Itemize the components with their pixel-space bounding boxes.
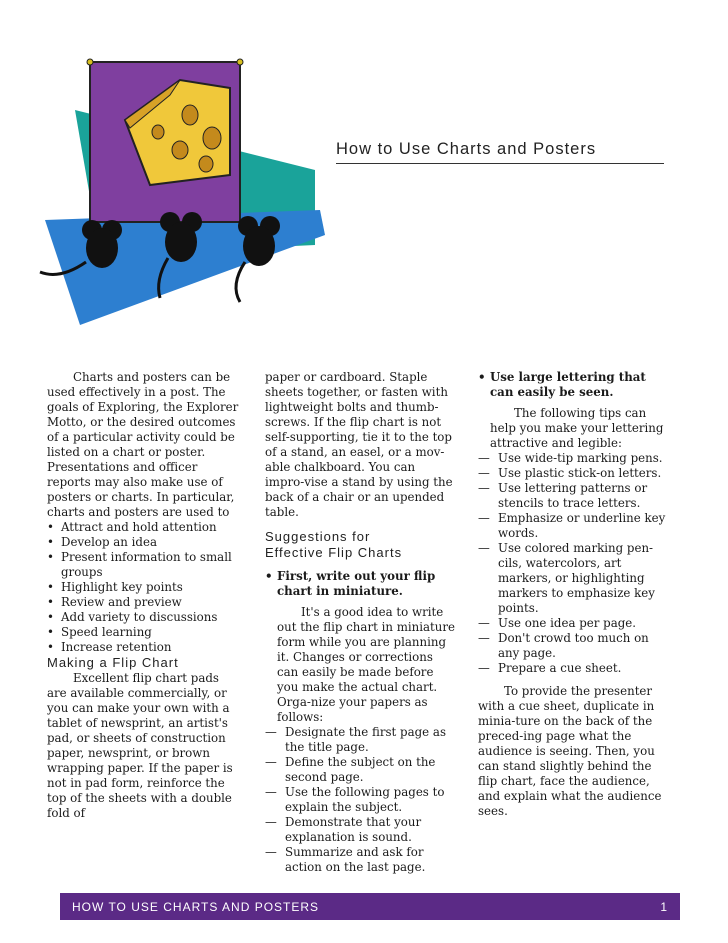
- page-number: 1: [660, 900, 668, 914]
- lettering-paragraph: The following tips can help you make your lettering attractive and legible:: [490, 406, 664, 450]
- intro-paragraph: Charts and posters can be used effectively in a post. The goals of Exploring, the Explorer Motto, or the desired outcomes of a particular activity could be listed on a chart or poster. Presentations and officer reports may also make use of posters or charts. In particular, charts and posters are used to: [47, 370, 239, 519]
- list-item: • Highlight key points: [47, 580, 183, 594]
- miniature-paragraph: It's a good idea to write out the flip chart in miniature form while you are planning it. Changes or corrections can easily be made before you make the actual chart. Orga-nize your papers as follows:: [277, 605, 456, 724]
- bold-bullet: • Use large lettering that can easily be seen.: [478, 370, 646, 399]
- footer-title: HOW TO USE CHARTS AND POSTERS: [72, 900, 320, 914]
- column-3: [478, 370, 668, 819]
- flip-chart-paragraph: Excellent flip chart pads are available commercially, or you can make your own with a tablet of newsprint, an artist's pad, or sheets of construction paper, newsprint, or brown wrapping paper. If the paper is not in pad form, reinforce the top of the sheets with a double fold of: [47, 671, 233, 820]
- cheese-and-mice-illustration: [30, 40, 330, 330]
- dash-item: — Use colored marking pen-cils, watercolors, art markers, or highlighting markers to emphasize key points.: [478, 541, 655, 615]
- page-title: How to Use Charts and Posters: [336, 140, 664, 164]
- dash-item: — Define the subject on the second page.: [265, 755, 436, 784]
- dash-item: — Use one idea per page.: [478, 616, 637, 630]
- continued-paragraph: paper or cardboard. Staple sheets together, or fasten with lightweight bolts and thumb-screws. If the flip chart is not self-supporting, tie it to the top of a stand, an easel, or a mov-able chalkboard. You can impro-vise a stand by using the back of a chair or an upended table.: [265, 370, 453, 519]
- cue-sheet-paragraph: To provide the presenter with a cue sheet, duplicate in minia-ture on the back of the preced-ing page what the audience is seeing. Then, you can stand slightly behind the flip chart, face the audience, and explain what the audience sees.: [478, 684, 662, 818]
- dash-item: — Designate the first page as the title page.: [265, 725, 446, 754]
- dash-item: — Use wide-tip marking pens.: [478, 451, 663, 465]
- dash-item: — Use plastic stick-on letters.: [478, 466, 662, 480]
- dash-item: — Don't crowd too much on any page.: [478, 631, 649, 660]
- list-item: • Attract and hold attention: [47, 520, 217, 534]
- dash-item: — Use the following pages to explain the subject.: [265, 785, 445, 814]
- list-item: • Develop an idea: [47, 535, 157, 549]
- section-heading-flip-chart: Making a Flip Chart: [47, 655, 179, 670]
- sub-block: [478, 406, 668, 451]
- list-item: • Speed learning: [47, 625, 152, 639]
- section-heading-suggestions: Suggestions for Effective Flip Charts: [265, 529, 403, 560]
- list-item: • Present information to small groups: [47, 550, 232, 579]
- bold-bullet: • First, write out your flip chart in miniature.: [265, 569, 436, 598]
- dash-item: — Prepare a cue sheet.: [478, 661, 622, 675]
- dash-item: — Demonstrate that your explanation is sound.: [265, 815, 422, 844]
- list-item: • Review and preview: [47, 595, 182, 609]
- dash-item: — Summarize and ask for action on the last page.: [265, 845, 426, 874]
- list-item: • Increase retention: [47, 640, 172, 654]
- dash-item: — Use lettering patterns or stencils to trace letters.: [478, 481, 648, 510]
- dash-item: — Emphasize or underline key words.: [478, 511, 666, 540]
- footer-bar: [60, 893, 680, 920]
- column-1: [47, 370, 242, 821]
- column-2: [265, 370, 455, 875]
- sub-block: [265, 605, 455, 725]
- list-item: • Add variety to discussions: [47, 610, 218, 624]
